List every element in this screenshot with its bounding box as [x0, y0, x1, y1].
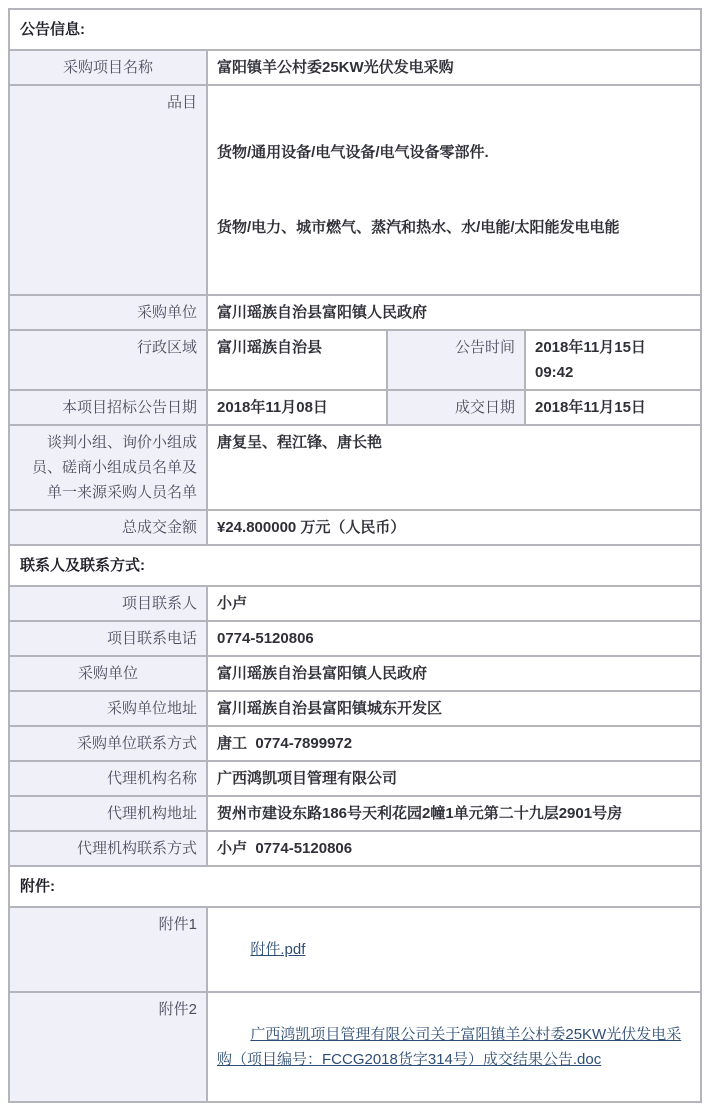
table-row [10, 10, 700, 49]
agency-address-value: 贺州市建设东路186号天利花园2幢1单元第二十九层2901号房 [208, 797, 700, 830]
table-row [10, 908, 700, 991]
section-header-announcement: 公告信息: [10, 10, 700, 49]
table-row [10, 331, 700, 389]
section-header-contact: 联系人及联系方式: [10, 546, 700, 585]
table-row [10, 511, 700, 544]
category-line-1: 货物/通用设备/电气设备/电气设备零部件. [217, 144, 489, 161]
project-contact-label: 项目联系人 [10, 587, 206, 620]
table-row [10, 426, 700, 509]
agency-contact-value: 小卢 0774-5120806 [208, 832, 700, 865]
announce-time-value: 2018年11月15日 09:42 [526, 331, 700, 389]
deal-date-label: 成交日期 [388, 391, 524, 424]
table-row [10, 727, 700, 760]
table-row [10, 622, 700, 655]
tender-notice-date-value: 2018年11月08日 [208, 391, 386, 424]
category-label: 品目 [10, 86, 206, 294]
panel-members-label: 谈判小组、询价小组成员、磋商小组成员名单及单一来源采购人员名单 [10, 426, 206, 509]
project-phone-value: 0774-5120806 [208, 622, 700, 655]
region-value: 富川瑶族自治县 [208, 331, 386, 389]
tender-notice-date-label: 本项目招标公告日期 [10, 391, 206, 424]
table-row [10, 51, 700, 84]
purchaser-label: 采购单位 [10, 296, 206, 329]
agency-name-value: 广西鸿凯项目管理有限公司 [208, 762, 700, 795]
agency-address-label: 代理机构地址 [10, 797, 206, 830]
table-row [10, 587, 700, 620]
table-row [10, 993, 700, 1101]
panel-members-value: 唐复呈、程江锋、唐长艳 [208, 426, 700, 509]
announce-time-label: 公告时间 [388, 331, 524, 389]
attachment1-link[interactable]: 附件.pdf [250, 941, 306, 958]
attachment2-label: 附件2 [10, 993, 206, 1101]
contact-purchaser-label: 采购单位 [10, 657, 206, 690]
section-header-attachments: 附件: [10, 867, 700, 906]
total-amount-value: ¥24.800000 万元（人民币） [208, 511, 700, 544]
total-amount-label: 总成交金额 [10, 511, 206, 544]
agency-name-label: 代理机构名称 [10, 762, 206, 795]
table-row [10, 391, 700, 424]
attachment2-link[interactable]: 广西鸿凯项目管理有限公司关于富阳镇羊公村委25KW光伏发电采购（项目编号：FCCG2018货字314号）成交结果公告.doc [217, 1026, 682, 1068]
contact-purchaser-value: 富川瑶族自治县富阳镇人民政府 [208, 657, 700, 690]
project-name-value: 富阳镇羊公村委25KW光伏发电采购 [208, 51, 700, 84]
table-row [10, 762, 700, 795]
attachment1-label: 附件1 [10, 908, 206, 991]
region-label: 行政区域 [10, 331, 206, 389]
project-phone-label: 项目联系电话 [10, 622, 206, 655]
purchaser-address-label: 采购单位地址 [10, 692, 206, 725]
purchaser-contact-value: 唐工 0774-7899972 [208, 727, 700, 760]
agency-contact-label: 代理机构联系方式 [10, 832, 206, 865]
purchaser-contact-label: 采购单位联系方式 [10, 727, 206, 760]
project-contact-value: 小卢 [208, 587, 700, 620]
announcement-info-table [8, 8, 702, 1103]
deal-date-value: 2018年11月15日 [526, 391, 700, 424]
purchaser-address-value: 富川瑶族自治县富阳镇城东开发区 [208, 692, 700, 725]
table-row [10, 797, 700, 830]
category-value [208, 86, 700, 294]
table-row [10, 296, 700, 329]
table-row [10, 867, 700, 906]
attachment2-cell [208, 993, 700, 1101]
category-line-2: 货物/电力、城市燃气、蒸汽和热水、水/电能/太阳能发电电能 [217, 219, 620, 236]
table-row [10, 657, 700, 690]
attachment1-cell [208, 908, 700, 991]
table-row [10, 692, 700, 725]
table-row [10, 546, 700, 585]
purchaser-value: 富川瑶族自治县富阳镇人民政府 [208, 296, 700, 329]
project-name-label: 采购项目名称 [10, 51, 206, 84]
table-row [10, 86, 700, 294]
